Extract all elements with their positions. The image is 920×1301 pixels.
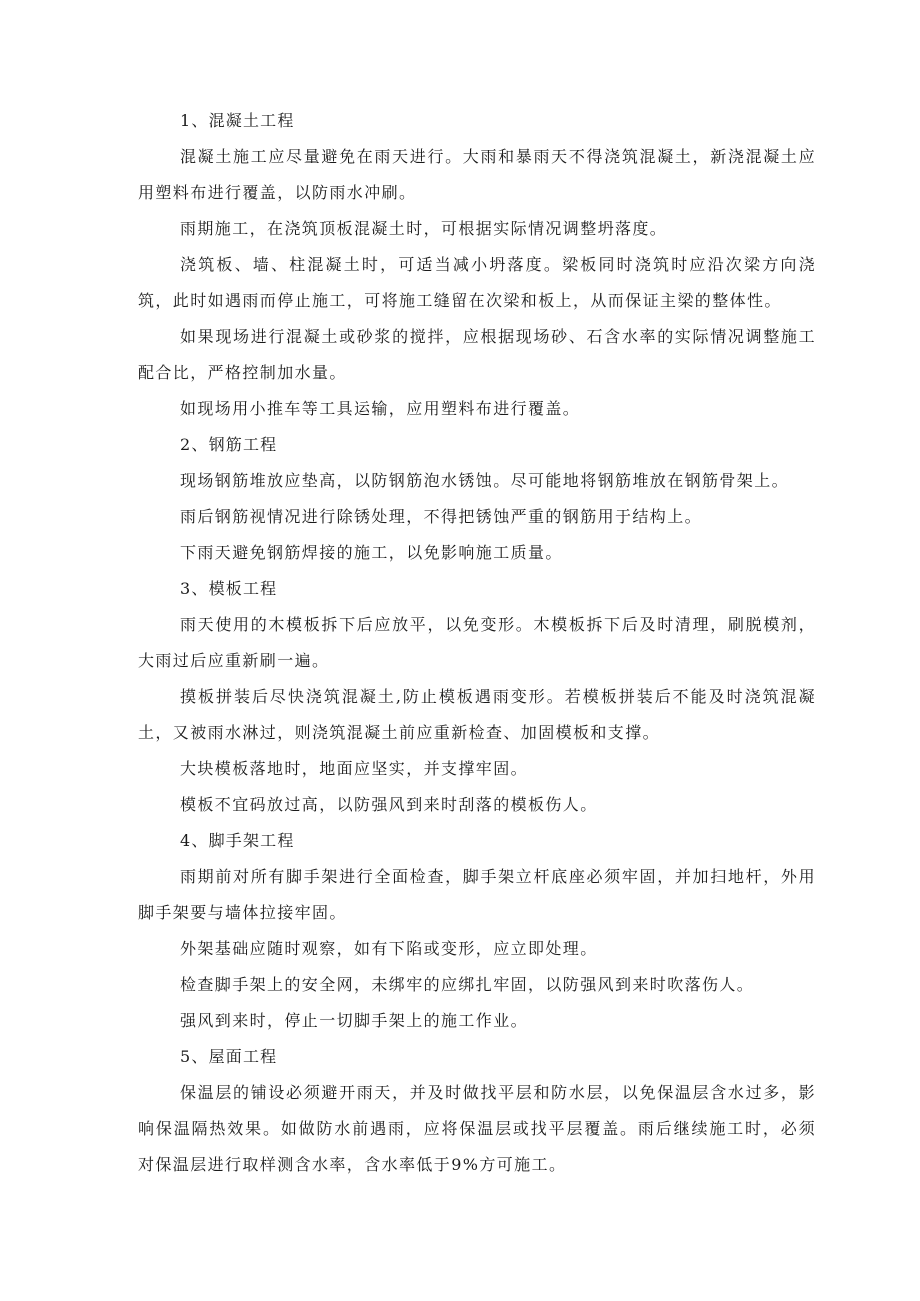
- paragraph: 下雨天避免钢筋焊接的施工，以免影响施工质量。: [180, 543, 563, 562]
- section-heading-rebar: 2、钢筋工程: [180, 435, 278, 454]
- paragraph: 雨天使用的木模板拆下后应放平，以免变形。木模板拆下后及时清理，刷脱模剂，大雨过后应重新刷一遍。: [138, 615, 816, 670]
- paragraph: 现场钢筋堆放应垫高，以防钢筋泡水锈蚀。尽可能地将钢筋堆放在钢筋骨架上。: [180, 471, 790, 490]
- section-heading-roofing: 5、屋面工程: [180, 1047, 278, 1066]
- paragraph: 如果现场进行混凝土或砂浆的搅拌，应根据现场砂、石含水率的实际情况调整施工配合比，严格控制加水量。: [138, 327, 816, 382]
- section-heading-formwork: 3、模板工程: [180, 579, 278, 598]
- paragraph: 检查脚手架上的安全网，未绑牢的应绑扎牢固，以防强风到来时吹落伤人。: [180, 975, 755, 994]
- paragraph: 模板不宜码放过高，以防强风到来时刮落的模板伤人。: [180, 795, 598, 814]
- paragraph: 雨后钢筋视情况进行除锈处理，不得把锈蚀严重的钢筋用于结构上。: [180, 507, 703, 526]
- paragraph: 大块模板落地时，地面应坚实，并支撑牢固。: [180, 759, 529, 778]
- paragraph: 外架基础应随时观察，如有下陷或变形，应立即处理。: [180, 939, 598, 958]
- paragraph: 混凝土施工应尽量避免在雨天进行。大雨和暴雨天不得浇筑混凝土，新浇混凝土应用塑料布进行覆盖，以防雨水冲刷。: [138, 147, 816, 202]
- paragraph: 摸板拼装后尽快浇筑混凝土,防止模板遇雨变形。若模板拼装后不能及时浇筑混凝土，又被雨水淋过，则浇筑混凝土前应重新检查、加固模板和支撑。: [138, 687, 816, 742]
- paragraph: 如现场用小推车等工具运输，应用塑料布进行覆盖。: [180, 399, 581, 418]
- paragraph: 浇筑板、墙、柱混凝土时，可适当减小坍落度。梁板同时浇筑时应沿次梁方向浇筑，此时如遇雨而停止施工，可将施工缝留在次梁和板上，从而保证主梁的整体性。: [138, 255, 816, 310]
- section-heading-concrete: 1、混凝土工程: [180, 111, 295, 130]
- paragraph: 强风到来时，停止一切脚手架上的施工作业。: [180, 1011, 529, 1030]
- paragraph: 雨期施工，在浇筑顶板混凝土时，可根据实际情况调整坍落度。: [180, 219, 668, 238]
- paragraph: 保温层的铺设必须避开雨天，并及时做找平层和防水层，以免保温层含水过多，影响保温隔热效果。如做防水前遇雨，应将保温层或找平层覆盖。雨后继续施工时，必须对保温层进行取样测含水率，含水率低于9%方可施工。: [138, 1083, 816, 1174]
- section-heading-scaffolding: 4、脚手架工程: [180, 831, 295, 850]
- paragraph: 雨期前对所有脚手架进行全面检查，脚手架立杆底座必须牢固，并加扫地杆，外用脚手架要与墙体拉接牢固。: [138, 867, 816, 922]
- document-body: [138, 103, 816, 1183]
